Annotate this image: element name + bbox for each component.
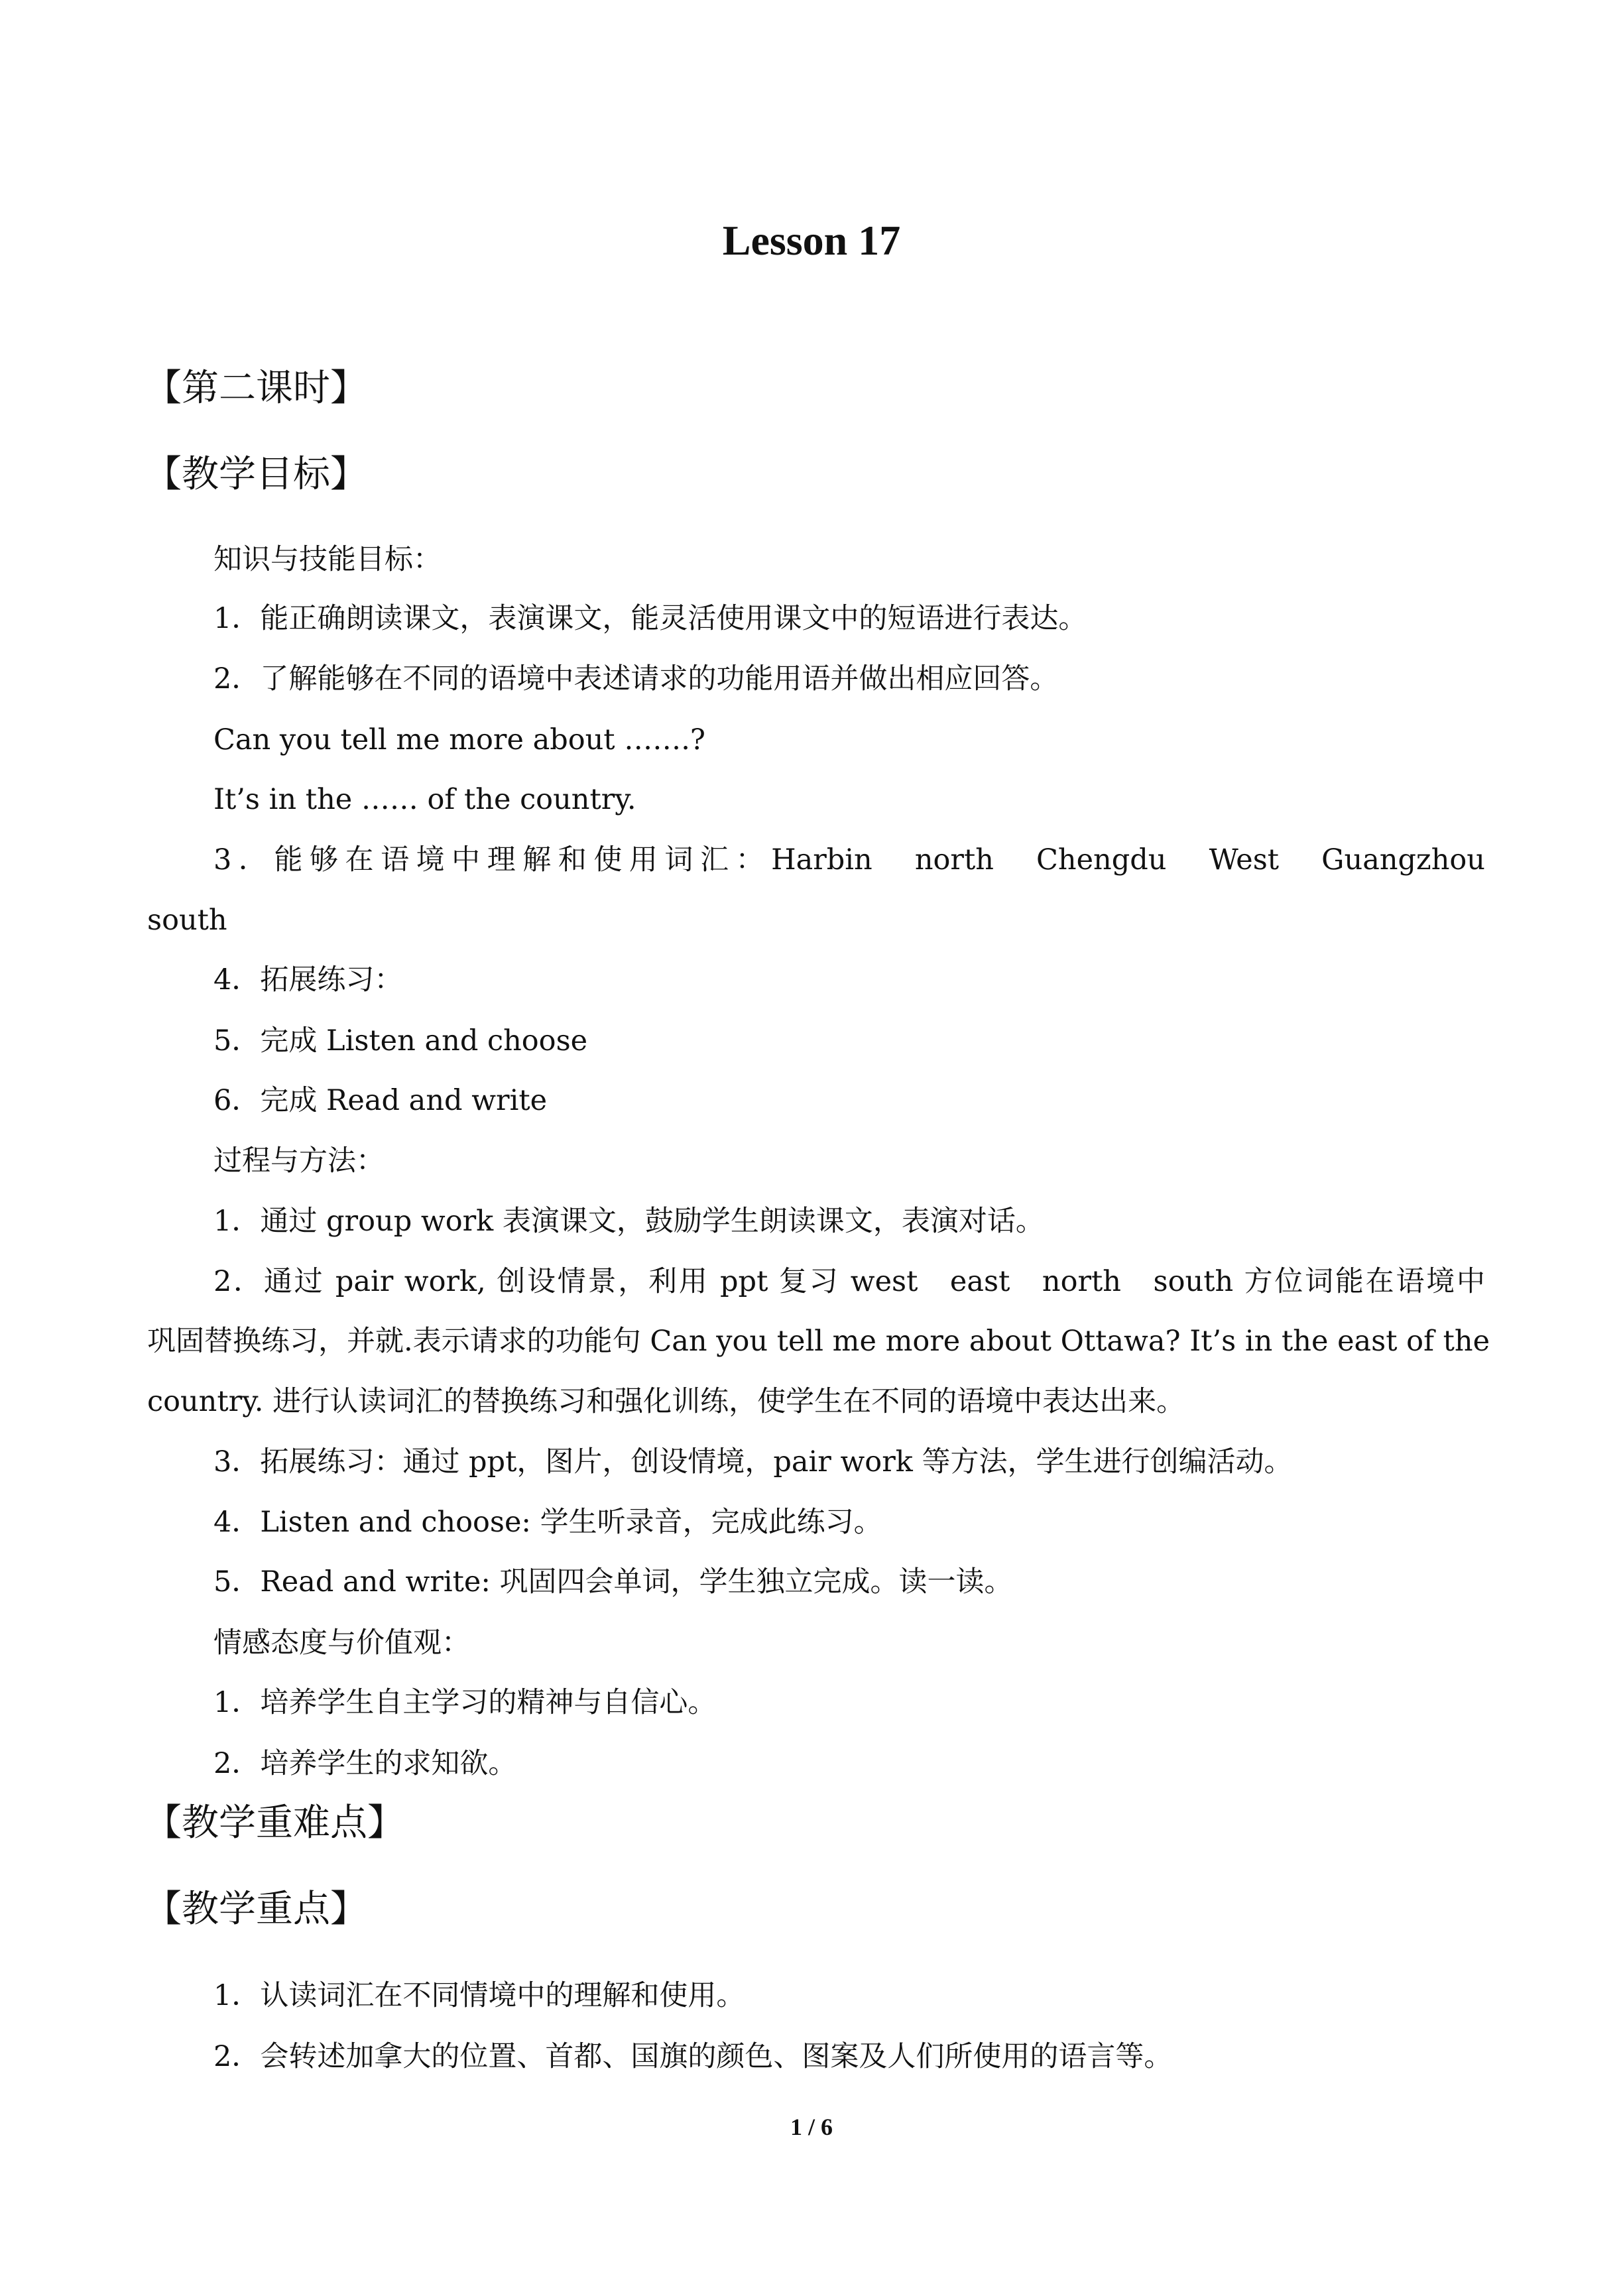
knowledge-example-2: It’s in the …… of the country. <box>213 783 636 816</box>
heading-objectives: 【教学目标】 <box>145 453 367 496</box>
knowledge-item-3-line-1: 3．能够在语境中理解和使用词汇：Harbin north Chengdu West Guangzhou <box>213 843 1485 876</box>
emotion-label: 情感态度与价值观： <box>213 1626 470 1660</box>
page-number: 1 / 6 <box>790 2114 833 2140</box>
key-item-2: 2．会转述加拿大的位置、首都、国旗的颜色、图案及人们所使用的语言等。 <box>213 2040 1173 2073</box>
process-item-2-line-3: country. 进行认读词汇的替换练习和强化训练，使学生在不同的语境中表达出来。 <box>147 1385 1185 1418</box>
process-item-2-line-1: 2．通过 pair work, 创设情景，利用 ppt 复习 west east north south 方位词能在语境中 <box>213 1265 1485 1298</box>
key-item-1: 1．认读词汇在不同情境中的理解和使用。 <box>213 1979 745 2012</box>
knowledge-item-6: 6．完成 Read and write <box>213 1084 548 1117</box>
process-item-5: 5．Read and write: 巩固四会单词，学生独立完成。读一读。 <box>213 1565 1013 1599</box>
knowledge-label: 知识与技能目标： <box>213 543 442 576</box>
knowledge-item-4: 4．拓展练习： <box>213 963 403 997</box>
knowledge-item-3-line-2: south <box>147 904 227 937</box>
knowledge-example-1: Can you tell me more about …….? <box>213 723 705 756</box>
heading-period: 【第二课时】 <box>145 367 367 410</box>
knowledge-item-2: 2．了解能够在不同的语境中表述请求的功能用语并做出相应回答。 <box>213 662 1059 695</box>
heading-key-points: 【教学重点】 <box>145 1888 367 1931</box>
heading-key-difficult: 【教学重难点】 <box>145 1801 404 1844</box>
process-item-4: 4．Listen and choose: 学生听录音，完成此练习。 <box>213 1506 882 1539</box>
process-label: 过程与方法： <box>213 1144 385 1178</box>
emotion-item-1: 1．培养学生自主学习的精神与自信心。 <box>213 1686 717 1719</box>
process-item-1: 1．通过 group work 表演课文，鼓励学生朗读课文，表演对话。 <box>213 1205 1044 1238</box>
process-item-2-line-2: 巩固替换练习，并就.表示请求的功能句 Can you tell me more about Ottawa? It’s in the east of the <box>147 1325 1490 1358</box>
process-item-3: 3．拓展练习：通过 ppt，图片，创设情境，pair work 等方法，学生进行创编活动。 <box>213 1445 1293 1479</box>
page-title: Lesson 17 <box>722 217 901 264</box>
knowledge-item-5: 5．完成 Listen and choose <box>213 1024 588 1057</box>
emotion-item-2: 2．培养学生的求知欲。 <box>213 1747 517 1780</box>
knowledge-item-1: 1．能正确朗读课文，表演课文，能灵活使用课文中的短语进行表达。 <box>213 602 1087 635</box>
